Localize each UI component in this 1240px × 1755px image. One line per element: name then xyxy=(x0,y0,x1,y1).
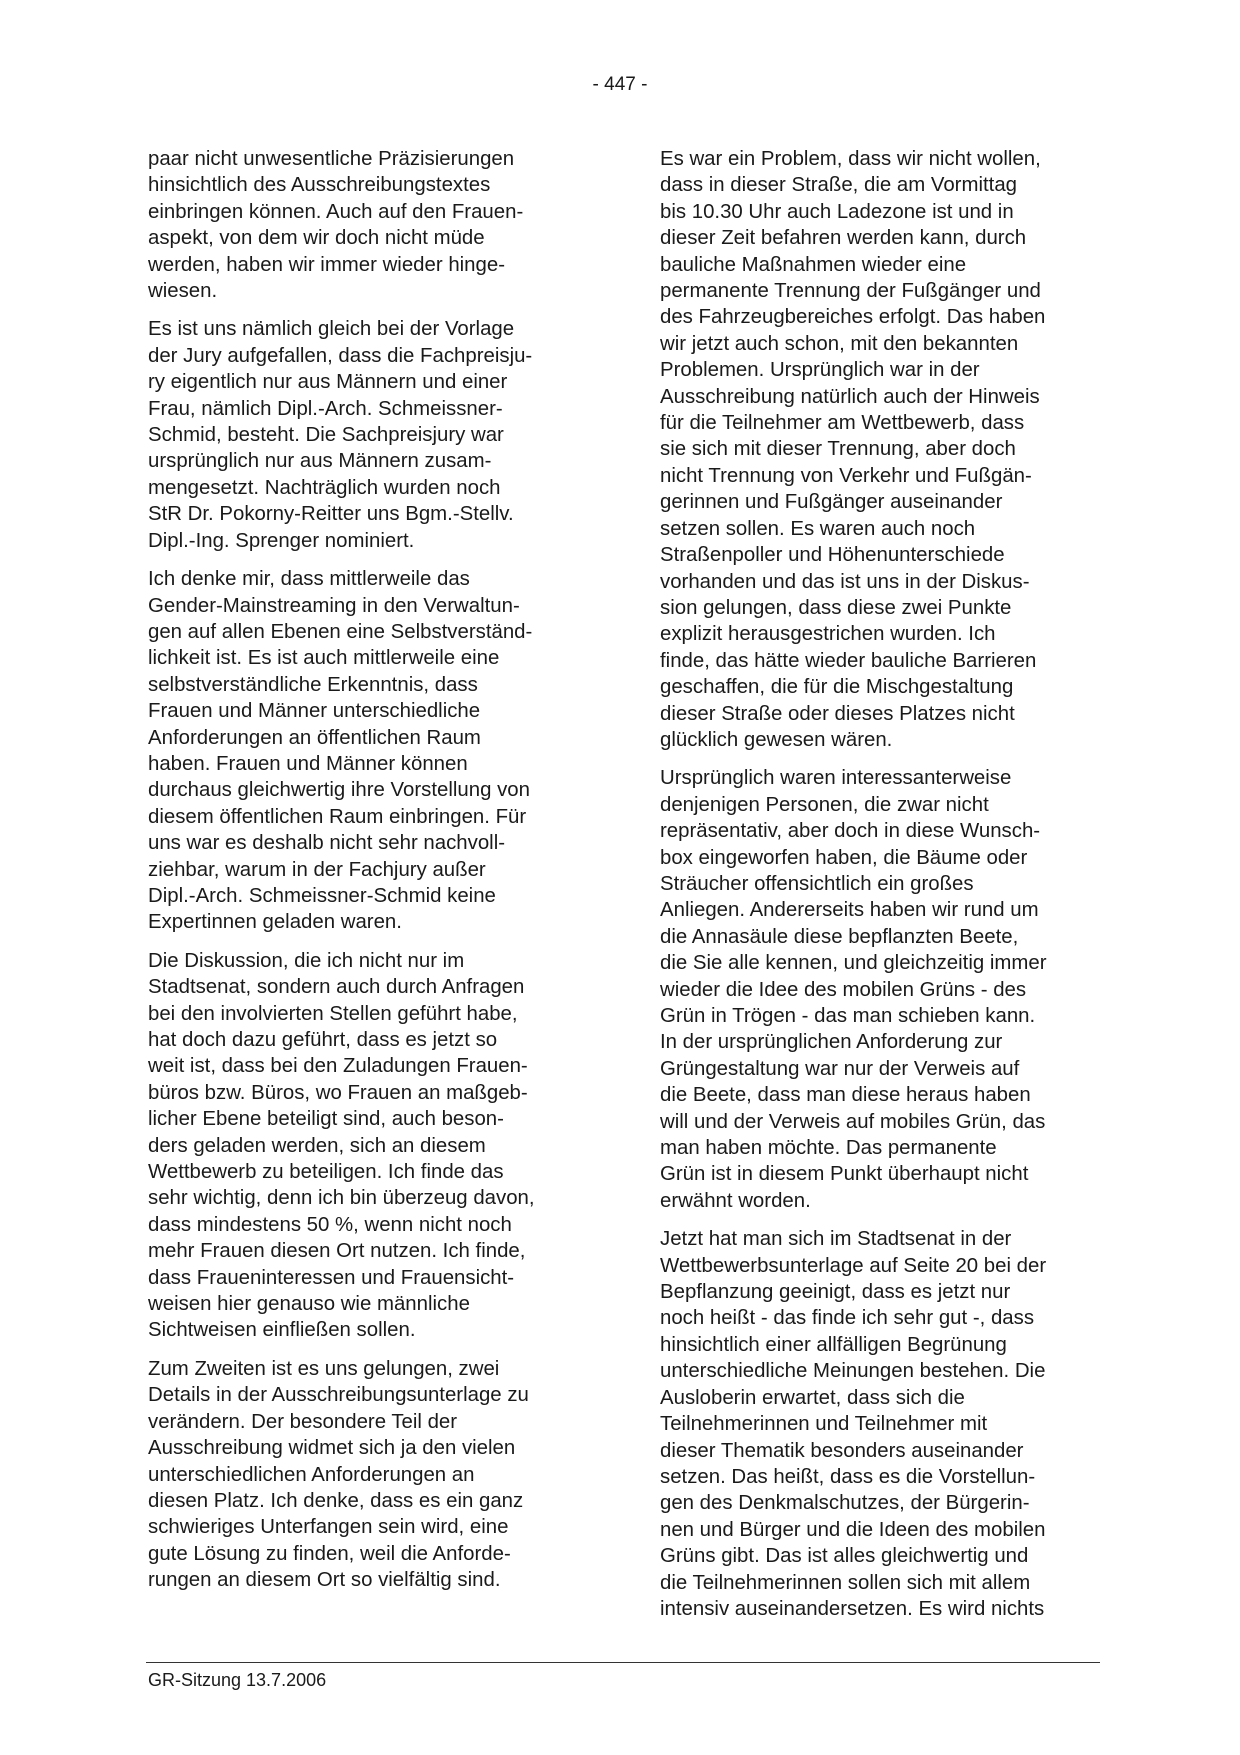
left-column xyxy=(148,146,598,1606)
text-line: Stadtsenat, sondern auch durch Anfragen xyxy=(148,976,525,999)
text-line: dieser Thematik besonders auseinander xyxy=(660,1439,1024,1462)
text-line: wir jetzt auch schon, mit den bekannten xyxy=(660,332,1019,355)
text-line: dass in dieser Straße, die am Vormittag xyxy=(660,174,1017,197)
text-line: paar nicht unwesentliche Präzisierungen xyxy=(148,148,515,170)
text-line: dass Fraueninteressen und Frauensicht- xyxy=(148,1266,515,1289)
paragraph xyxy=(660,1226,1110,1622)
text-line: Dipl.-Ing. Sprenger nominiert. xyxy=(148,529,415,552)
text-line: setzen sollen. Es waren auch noch xyxy=(660,517,976,540)
text-line: die Annasäule diese bepflanzten Beete, xyxy=(660,925,1019,948)
text-line: noch heißt - das finde ich sehr gut -, dass xyxy=(660,1307,1035,1330)
text-line: aspekt, von dem wir doch nicht müde xyxy=(148,227,485,250)
text-line: der Jury aufgefallen, dass die Fachpreisju- xyxy=(148,344,533,367)
text-line: wieder die Idee des mobilen Grüns - des xyxy=(660,978,1027,1001)
text-line: die Beete, dass man diese heraus haben xyxy=(660,1084,1031,1107)
text-line: Expertinnen geladen waren. xyxy=(148,911,402,934)
right-column xyxy=(660,146,1110,1634)
text-line: Schmid, besteht. Die Sachpreisjury war xyxy=(148,424,504,447)
text-line: Grün ist in diesem Punkt überhaupt nicht xyxy=(660,1163,1029,1186)
text-line: finde, das hätte wieder bauliche Barrieren xyxy=(660,649,1037,672)
text-line: Sichtweisen einfließen sollen. xyxy=(148,1319,416,1342)
text-line: für die Teilnehmer am Wettbewerb, dass xyxy=(660,412,1025,435)
text-line: man haben möchte. Das permanente xyxy=(660,1137,997,1160)
text-line: selbstverständliche Erkenntnis, dass xyxy=(148,673,478,696)
text-line: Es ist uns nämlich gleich bei der Vorlage xyxy=(148,318,515,341)
text-line: Ursprünglich waren interessanterweise xyxy=(660,767,1012,790)
text-line: schwieriges Unterfangen sein wird, eine xyxy=(148,1516,509,1539)
paragraph xyxy=(148,1356,598,1594)
text-line: gen auf allen Ebenen eine Selbstverständ- xyxy=(148,620,533,643)
text-line: Sträucher offensichtlich ein großes xyxy=(660,872,974,895)
text-line: Wettbewerb zu beteiligen. Ich finde das xyxy=(148,1161,504,1184)
paragraph xyxy=(148,948,598,1344)
text-line: gerinnen und Fußgänger auseinander xyxy=(660,491,1003,514)
text-line: Es war ein Problem, dass wir nicht wollen, xyxy=(660,148,1041,170)
text-line: vorhanden und das ist uns in der Diskus- xyxy=(660,570,1030,593)
text-line: will und der Verweis auf mobiles Grün, das xyxy=(660,1110,1046,1133)
text-line: hinsichtlich einer allfälligen Begrünung xyxy=(660,1333,1007,1356)
text-line: Straßenpoller und Höhenunterschiede xyxy=(660,544,1005,567)
text-line: intensiv auseinandersetzen. Es wird nichts xyxy=(660,1597,1045,1620)
text-line: hinsichtlich des Ausschreibungstextes xyxy=(148,174,491,197)
text-line: ders geladen werden, sich an diesem xyxy=(148,1134,486,1157)
page-number: - 447 - xyxy=(592,74,648,95)
text-line: Ausloberin erwartet, dass sich die xyxy=(660,1386,965,1409)
text-line: sehr wichtig, denn ich bin überzeug davon, xyxy=(148,1187,535,1210)
text-line: bauliche Maßnahmen wieder eine xyxy=(660,253,967,276)
text-line: box eingeworfen haben, die Bäume oder xyxy=(660,846,1028,869)
text-line: repräsentativ, aber doch in diese Wunsch- xyxy=(660,820,1041,843)
text-line: dieser Straße oder dieses Platzes nicht xyxy=(660,702,1015,725)
text-line: Details in der Ausschreibungsunterlage zu xyxy=(148,1384,529,1407)
text-line: haben. Frauen und Männer können xyxy=(148,752,468,775)
text-line: glücklich gewesen wären. xyxy=(660,728,893,751)
text-line: verändern. Der besondere Teil der xyxy=(148,1410,458,1433)
text-line: Anforderungen an öffentlichen Raum xyxy=(148,726,481,749)
text-line: nen und Bürger und die Ideen des mobilen xyxy=(660,1518,1046,1541)
text-line: Teilnehmerinnen und Teilnehmer mit xyxy=(660,1413,988,1436)
text-line: erwähnt worden. xyxy=(660,1189,811,1212)
text-line: gen des Denkmalschutzes, der Bürgerin- xyxy=(660,1492,1030,1515)
text-line: explizit herausgestrichen wurden. Ich xyxy=(660,623,996,646)
text-line: diesen Platz. Ich denke, dass es ein ganz xyxy=(148,1489,524,1512)
text-line: geschaffen, die für die Mischgestaltung xyxy=(660,676,1014,699)
text-line: Grüngestaltung war nur der Verweis auf xyxy=(660,1057,1020,1080)
text-line: Gender-Mainstreaming in den Verwaltun- xyxy=(148,594,520,617)
paragraph xyxy=(660,146,1110,753)
text-line: denjenigen Personen, die zwar nicht xyxy=(660,793,989,816)
text-line: lichkeit ist. Es ist auch mittlerweile eine xyxy=(148,647,500,670)
text-line: durchaus gleichwertig ihre Vorstellung von xyxy=(148,779,530,802)
paragraph xyxy=(660,765,1110,1214)
text-line: weisen hier genauso wie männliche xyxy=(148,1293,470,1316)
text-line: licher Ebene beteiligt sind, auch beson- xyxy=(148,1108,504,1131)
text-line: Die Diskussion, die ich nicht nur im xyxy=(148,949,465,972)
text-line: Ausschreibung widmet sich ja den vielen xyxy=(148,1437,516,1460)
text-line: unterschiedlichen Anforderungen an xyxy=(148,1463,475,1486)
text-line: Jetzt hat man sich im Stadtsenat in der xyxy=(660,1228,1012,1251)
text-line: ziehbar, warum in der Fachjury außer xyxy=(148,858,486,881)
text-line: Grün in Trögen - das man schieben kann. xyxy=(660,1005,1036,1027)
text-line: sion gelungen, dass diese zwei Punkte xyxy=(660,596,1012,619)
text-line: einbringen können. Auch auf den Frauen- xyxy=(148,200,524,223)
text-line: nicht Trennung von Verkehr und Fußgän- xyxy=(660,464,1032,487)
text-line: Bepflanzung geeinigt, dass es jetzt nur xyxy=(660,1281,1011,1304)
text-line: Frauen und Männer unterschiedliche xyxy=(148,700,481,723)
paragraph xyxy=(148,566,598,936)
text-line: mehr Frauen diesen Ort nutzen. Ich finde, xyxy=(148,1240,526,1263)
text-line: rungen an diesem Ort so vielfältig sind. xyxy=(148,1569,501,1592)
text-line: Problemen. Ursprünglich war in der xyxy=(660,359,980,382)
text-line: sie sich mit dieser Trennung, aber doch xyxy=(660,438,1016,461)
paragraph xyxy=(148,316,598,554)
text-line: uns war es deshalb nicht sehr nachvoll- xyxy=(148,832,506,855)
text-line: bei den involvierten Stellen geführt habe, xyxy=(148,1002,518,1025)
text-line: hat doch dazu geführt, dass es jetzt so xyxy=(148,1029,498,1051)
text-line: Frau, nämlich Dipl.-Arch. Schmeissner- xyxy=(148,397,503,420)
text-line: dass mindestens 50 %, wenn nicht noch xyxy=(148,1213,512,1236)
text-line: bis 10.30 Uhr auch Ladezone ist und in xyxy=(660,200,1014,223)
text-line: unterschiedliche Meinungen bestehen. Die xyxy=(660,1360,1046,1383)
text-line: Wettbewerbsunterlage auf Seite 20 bei der xyxy=(660,1254,1047,1277)
text-line: Ausschreibung natürlich auch der Hinweis xyxy=(660,385,1040,408)
text-line: des Fahrzeugbereiches erfolgt. Das haben xyxy=(660,306,1046,329)
text-line: Grüns gibt. Das ist alles gleichwertig und xyxy=(660,1545,1029,1568)
text-line: ursprünglich nur aus Männern zusam- xyxy=(148,450,492,473)
text-line: die Sie alle kennen, und gleichzeitig immer xyxy=(660,952,1047,975)
text-line: In der ursprünglichen Anforderung zur xyxy=(660,1031,1003,1054)
text-line: werden, haben wir immer wieder hinge- xyxy=(148,253,505,276)
text-line: büros bzw. Büros, wo Frauen an maßgeb- xyxy=(148,1081,528,1104)
text-line: StR Dr. Pokorny-Reitter uns Bgm.-Stellv. xyxy=(148,503,514,526)
text-line: mengesetzt. Nachträglich wurden noch xyxy=(148,476,501,499)
text-line: dieser Zeit befahren werden kann, durch xyxy=(660,227,1027,250)
footer-divider xyxy=(146,1662,1100,1663)
footer-session-date: GR-Sitzung 13.7.2006 xyxy=(148,1670,327,1690)
text-line: Ich denke mir, dass mittlerweile das xyxy=(148,568,470,591)
text-line: permanente Trennung der Fußgänger und xyxy=(660,280,1041,303)
text-line: Dipl.-Arch. Schmeissner-Schmid keine xyxy=(148,884,496,907)
text-line: Anliegen. Andererseits haben wir rund um xyxy=(660,899,1039,922)
text-line: setzen. Das heißt, dass es die Vorstellun- xyxy=(660,1465,1036,1488)
text-line: gute Lösung zu finden, weil die Anforde- xyxy=(148,1542,511,1565)
text-line: diesem öffentlichen Raum einbringen. Für xyxy=(148,805,527,828)
text-line: wiesen. xyxy=(148,280,218,303)
text-line: ry eigentlich nur aus Männern und einer xyxy=(148,371,508,394)
text-line: weit ist, dass bei den Zuladungen Frauen- xyxy=(148,1055,528,1078)
text-line: die Teilnehmerinnen sollen sich mit allem xyxy=(660,1571,1031,1594)
paragraph xyxy=(148,146,598,304)
text-line: Zum Zweiten ist es uns gelungen, zwei xyxy=(148,1357,500,1380)
